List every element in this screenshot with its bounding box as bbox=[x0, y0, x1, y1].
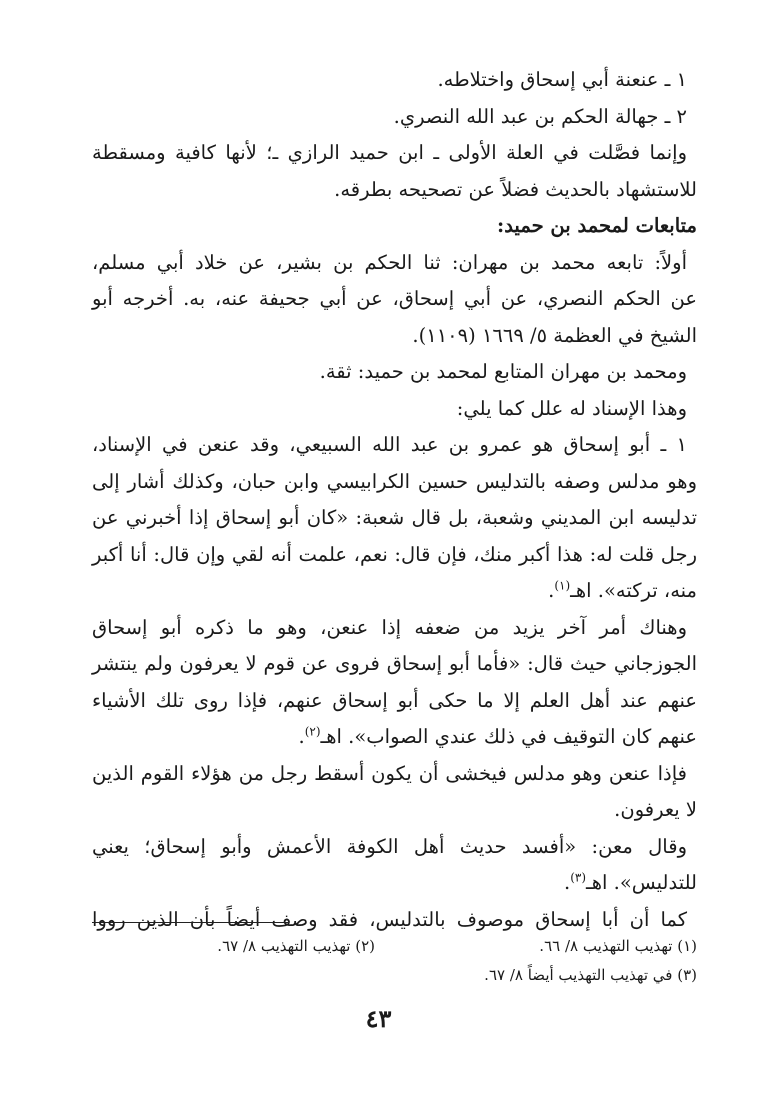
footnote-row bbox=[92, 932, 697, 961]
text-line: وإنما فصَّلت في العلة الأولى ـ ابن حميد الرازي ـ؛ لأنها كافية ومسقطة bbox=[92, 141, 687, 164]
text-line: وهذا الإسناد له علل كما يلي: bbox=[456, 396, 687, 420]
text-line: ١ ـ أبو إسحاق هو عمرو بن عبد الله السبيعي، وقد عنعن في الإسناد، bbox=[92, 433, 687, 456]
text-line: للاستشهاد بالحديث فضلاً عن تصحيحه بطرقه. bbox=[334, 177, 697, 201]
text-line: الجوزجاني حيث قال: «فأما أبو إسحاق فروى عن قوم لا يعرفون ولم ينتشر bbox=[92, 652, 697, 675]
footnotes bbox=[92, 932, 697, 990]
text-segment: عنهم كان التوقيف في ذلك عندي الصواب». اهـ bbox=[320, 725, 697, 748]
text-line: وهناك أمر آخر يزيد من ضعفه إذا عنعن، وهو ما ذكره أبو إسحاق bbox=[92, 615, 687, 639]
text-line: عنهم عند أهل العلم إلا ما حكى أبو إسحاق عنهم، فإذا روى تلك الأشياء bbox=[92, 688, 697, 712]
text-line: تدليسه ابن المديني وشعبة، بل قال شعبة: «كان أبو إسحاق إذا أخبرني عن bbox=[92, 506, 697, 529]
page-number: ٤٣ bbox=[365, 1004, 392, 1033]
text-line: أولاً: تابعه محمد بن مهران: ثنا الحكم بن بشير، عن خلاد أبي مسلم، bbox=[92, 250, 687, 274]
text-line: وهو مدلس وصفه بالتدليس حسين الكرابيسي وابن حبان، وكذلك أشار إلى bbox=[92, 469, 697, 493]
footnote-2: (٢) تهذيب التهذيب ٨/ ٦٧. bbox=[217, 937, 375, 955]
text-line: ١ ـ عنعنة أبي إسحاق واختلاطه. bbox=[437, 68, 687, 91]
section-heading: متابعات لمحمد بن حميد: bbox=[497, 214, 697, 237]
text-line: وقال معن: «أفسد حديث أهل الكوفة الأعمش وأبو إسحاق؛ يعني bbox=[92, 834, 687, 858]
footnote-ref: (٢) bbox=[304, 724, 321, 739]
text-line: رجل قلت له: هذا أكبر منك، فإن قال: نعم، علمت أنه لقي وإن قال: أنا أكبر bbox=[92, 542, 697, 566]
text-line-with-note: عنهم كان التوقيف في ذلك عندي الصواب». اهـ$^{(٢)}$. bbox=[298, 724, 697, 748]
text-line: الشيخ في العظمة ٥/ ١٦٦٩ (١١٠٩). bbox=[412, 323, 697, 347]
footnote-ref: (٣) bbox=[570, 870, 587, 885]
footnote-row bbox=[92, 961, 697, 990]
text-line-with-note: للتدليس». اهـ$^{(٣)}$. bbox=[564, 870, 697, 894]
footnote-ref: (١) bbox=[554, 578, 571, 593]
footnote-3: (٣) في تهذيب التهذيب أيضاً ٨/ ٦٧. bbox=[484, 966, 697, 984]
text-line: عن الحكم النصري، عن أبي إسحاق، عن أبي جحيفة عنه، به. أخرجه أبو bbox=[92, 287, 697, 310]
main-text bbox=[92, 62, 697, 938]
text-line: فإذا عنعن وهو مدلس فيخشى أن يكون أسقط رجل من هؤلاء القوم الذين bbox=[92, 761, 687, 785]
text-segment: للتدليس». اهـ bbox=[586, 871, 697, 894]
text-line: لا يعرفون. bbox=[614, 798, 697, 821]
footnote-separator bbox=[92, 922, 288, 923]
footnote-1: (١) تهذيب التهذيب ٨/ ٦٦. bbox=[539, 937, 697, 955]
text-line-with-note: منه، تركته». اهـ$^{(١)}$. bbox=[548, 578, 697, 602]
text-line: ومحمد بن مهران المتابع لمحمد بن حميد: ثقة. bbox=[319, 360, 687, 383]
text-line: كما أن أبا إسحاق موصوف بالتدليس، فقد وصف أيضاً بأن الذين رووا bbox=[92, 907, 687, 931]
text-line: ٢ ـ جهالة الحكم بن عبد الله النصري. bbox=[393, 104, 687, 128]
text-segment: منه، تركته». اهـ bbox=[570, 579, 697, 602]
